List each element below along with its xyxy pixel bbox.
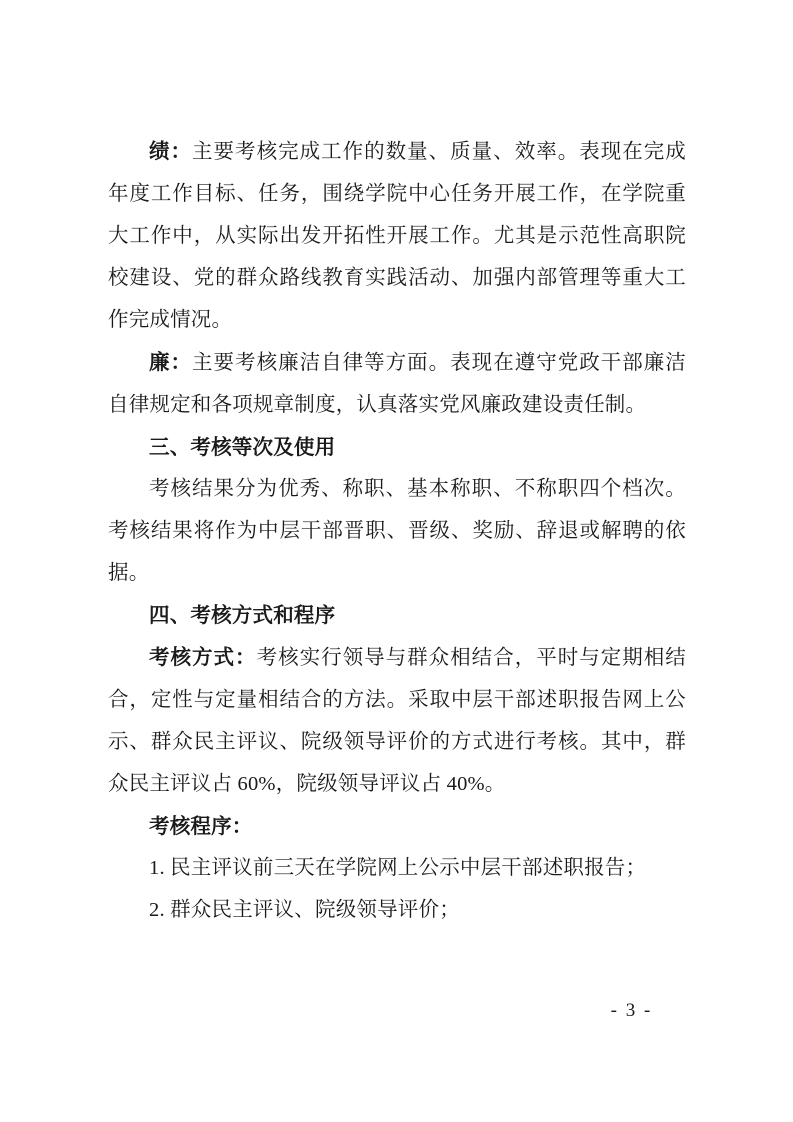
paragraph-ji-text: 主要考核完成工作的数量、质量、效率。表现在完成年度工作目标、任务，围绕学院中心任务开展工作，在学院重大工作中，从实际出发开拓性开展工作。尤其是示范性高职院校建设、党的群众路线教育实践活动、加强内部管理等重大工作完成情况。 bbox=[108, 141, 686, 331]
paragraph-three: 考核结果分为优秀、称职、基本称职、不称职四个档次。考核结果将作为中层干部晋职、晋级、奖励、辞退或解聘的依据。 bbox=[108, 478, 686, 584]
list-item: 1. 民主评议前三天在学院网上公示中层干部述职报告； bbox=[149, 857, 647, 879]
list-item: 2. 群众民主评议、院级领导评价； bbox=[149, 899, 460, 921]
paragraph-method bbox=[108, 636, 686, 805]
paragraph-lian-lead: 廉： bbox=[149, 350, 193, 374]
paragraph-ji-lead: 绩： bbox=[149, 139, 193, 163]
paragraph-ji bbox=[108, 130, 686, 341]
paragraph-lian-text: 主要考核廉洁自律等方面。表现在遵守党政干部廉洁自律规定和各项规章制度，认真落实党风廉政建设责任制。 bbox=[108, 352, 686, 416]
section-heading-three: 三、考核等次及使用 bbox=[149, 435, 336, 459]
page-number: - 3 - bbox=[610, 1000, 653, 1021]
section-heading-procedure: 考核程序： bbox=[149, 814, 253, 838]
document-body bbox=[108, 130, 686, 931]
paragraph-method-text: 考核实行领导与群众相结合，平时与定期相结合，定性与定量相结合的方法。采取中层干部述职报告网上公示、群众民主评议、院级领导评价的方式进行考核。其中，群众民主评议占 60%，院级领导评议占 40%。 bbox=[108, 647, 686, 795]
section-heading-four: 四、考核方式和程序 bbox=[149, 603, 336, 627]
page-footer bbox=[0, 1000, 793, 1022]
paragraph-lian bbox=[108, 341, 686, 426]
paragraph-method-lead: 考核方式： bbox=[149, 645, 257, 669]
